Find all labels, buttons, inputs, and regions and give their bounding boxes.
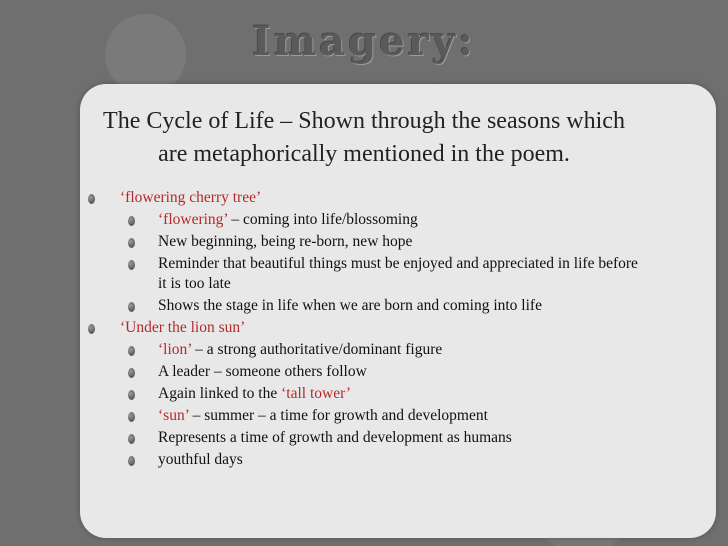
bullet-icon [128,390,135,400]
bullet-text: – summer – a time for growth and development [188,407,488,424]
bullet-list [84,188,644,472]
bullet-icon [128,302,135,312]
bullet-text: Represents a time of growth and development as humans [158,429,512,446]
bullet-text: – coming into life/blossoming [227,211,418,228]
bullet-text: Again linked to the [158,385,282,402]
bullet-item [84,340,644,360]
bullet-item [84,384,644,404]
bullet-text: Reminder that beautiful things must be enjoyed and appreciated in life before it is too late [158,255,638,292]
bullet-item [84,406,644,426]
intro-text: The Cycle of Life – Shown through the seasons which are metaphorically mentioned in the poem. [103,108,625,167]
bullet-text: youthful days [158,451,243,468]
bullet-icon [128,456,135,466]
bullet-item [84,296,644,316]
slide-title: Imagery: [252,18,476,65]
quote-highlight: ‘flowering cherry tree’ [120,189,262,206]
bullet-item [84,318,644,338]
quote-highlight: ‘tall tower’ [281,385,351,402]
quote-highlight: ‘flowering’ [158,211,228,228]
bullet-item [84,188,644,208]
bullet-text: – a strong authoritative/dominant figure [191,341,443,358]
quote-highlight: ‘lion’ [158,341,192,358]
bullet-item [84,362,644,382]
quote-highlight: ‘sun’ [158,407,189,424]
bullet-text: New beginning, being re-born, new hope [158,233,413,250]
bullet-icon [128,238,135,248]
bullet-icon [128,216,135,226]
bullet-icon [88,324,95,334]
bullet-item [84,428,644,448]
bullet-icon [128,368,135,378]
bullet-item [84,450,644,470]
bullet-icon [88,194,95,204]
bullet-text: A leader – someone others follow [158,363,367,380]
bullet-icon [128,434,135,444]
bullet-icon [128,412,135,422]
bullet-icon [128,260,135,270]
bullet-icon [128,346,135,356]
bullet-item [84,254,644,294]
bullet-item [84,232,644,252]
quote-highlight: ‘Under the lion sun’ [120,319,246,336]
bullet-item [84,210,644,230]
bullet-text: Shows the stage in life when we are born and coming into life [158,297,542,314]
